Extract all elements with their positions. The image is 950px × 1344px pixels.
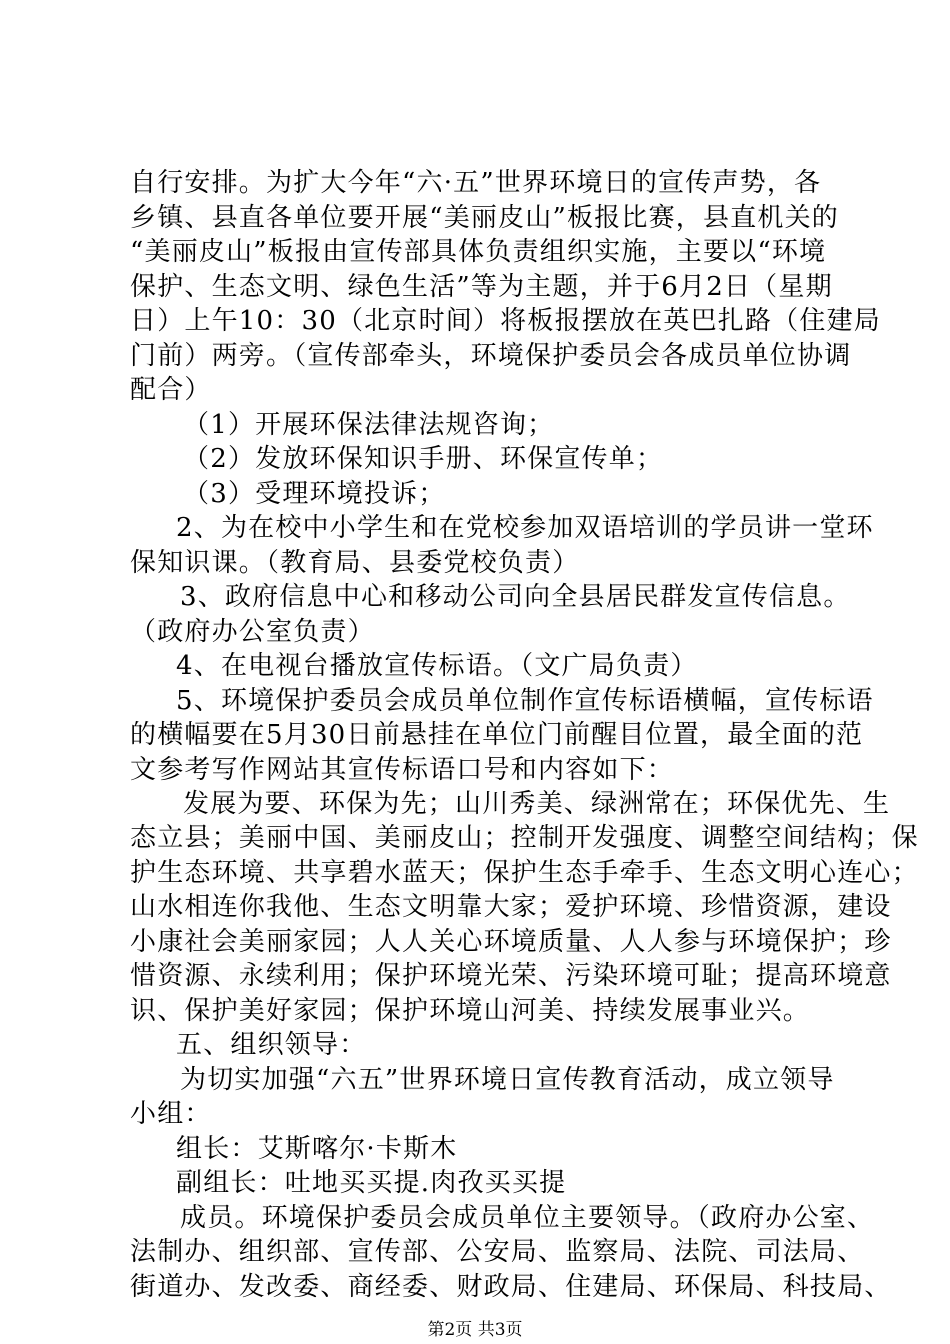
text-line-16: 5、环境保护委员会成员单位制作宣传标语横幅，宣传标语 — [176, 685, 874, 716]
group-leader-line: 组长：艾斯喀尔·卡斯木 — [176, 1133, 458, 1164]
text-line-28: 小组： — [130, 1099, 212, 1130]
text-line-8: （1）开展环保法律法规咨询； — [183, 409, 555, 440]
text-line-25: 识、保护美好家园；保护环境山河美、持续发展事业兴。 — [130, 995, 811, 1026]
text-line-6: 门前）两旁。（宣传部牵头，环境保护委员会各成员单位协调 — [130, 340, 852, 371]
text-line-17: 的横幅要在5月30日前悬挂在单位门前醒目位置，最全面的范 — [130, 720, 864, 751]
text-line-15: 4、在电视台播放宣传标语。（文广局负责） — [176, 651, 698, 682]
text-line-27: 为切实加强“六五”世界环境日宣传教育活动，成立领导 — [180, 1064, 835, 1095]
section-heading-5: 五、组织领导： — [176, 1030, 367, 1061]
text-line-24: 惜资源、永续利用；保护环境光荣、污染环境可耻；提高环境意 — [130, 961, 892, 992]
text-line-19: 发展为要、环保为先；山川秀美、绿洲常在；环保优先、生 — [183, 789, 891, 819]
text-line-5: 日）上午10：30（北京时间）将板报摆放在英巴扎路（住建局 — [130, 306, 881, 337]
text-line-18: 文参考写作网站其宣传标语口号和内容如下： — [130, 754, 675, 785]
text-line-9: （2）发放环保知识手册、环保宣传单； — [183, 444, 664, 475]
text-line-1: 自行安排。为扩大今年“六·五”世界环境日的宣传声势，各 — [130, 168, 822, 199]
text-line-14: （政府办公室负责） — [130, 616, 375, 647]
members-line-2: 法制办、组织部、宣传部、公安局、监察局、法院、司法局、 — [130, 1237, 865, 1268]
text-line-7: 配合） — [130, 375, 212, 406]
text-line-22: 山水相连你我他、生态文明靠大家；爱护环境、珍惜资源，建设 — [130, 892, 892, 923]
text-line-21: 护生态环境、共享碧水蓝天；保护生态手牵手、生态文明心连心； — [130, 857, 919, 888]
page-number-footer: 第2页 共3页 — [427, 1320, 523, 1340]
text-line-23: 小康社会美丽家园；人人关心环境质量、人人参与环境保护；珍 — [130, 926, 892, 957]
text-line-3: “美丽皮山”板报由宣传部具体负责组织实施，主要以“环境 — [130, 237, 827, 268]
text-line-20: 态立县；美丽中国、美丽皮山；控制开发强度、调整空间结构；保 — [130, 823, 919, 854]
text-line-13: 3、政府信息中心和移动公司向全县居民群发宣传信息。 — [180, 582, 851, 613]
text-line-4: 保护、生态文明、绿色生活”等为主题，并于6月2日（星期 — [130, 271, 833, 302]
text-line-12: 保知识课。（教育局、县委党校负责） — [130, 547, 580, 578]
members-line-3: 街道办、发改委、商经委、财政局、住建局、环保局、科技局、 — [130, 1271, 892, 1302]
text-line-11: 2、为在校中小学生和在党校参加双语培训的学员讲一堂环 — [176, 513, 874, 544]
members-line-1: 成员。环境保护委员会成员单位主要领导。（政府办公室、 — [180, 1202, 875, 1233]
text-line-2: 乡镇、县直各单位要开展“美丽皮山”板报比赛，县直机关的 — [130, 202, 839, 233]
text-line-10: （3）受理环境投诉； — [183, 478, 446, 509]
deputy-leader-line: 副组长：吐地买买提.肉孜买买提 — [176, 1168, 567, 1199]
